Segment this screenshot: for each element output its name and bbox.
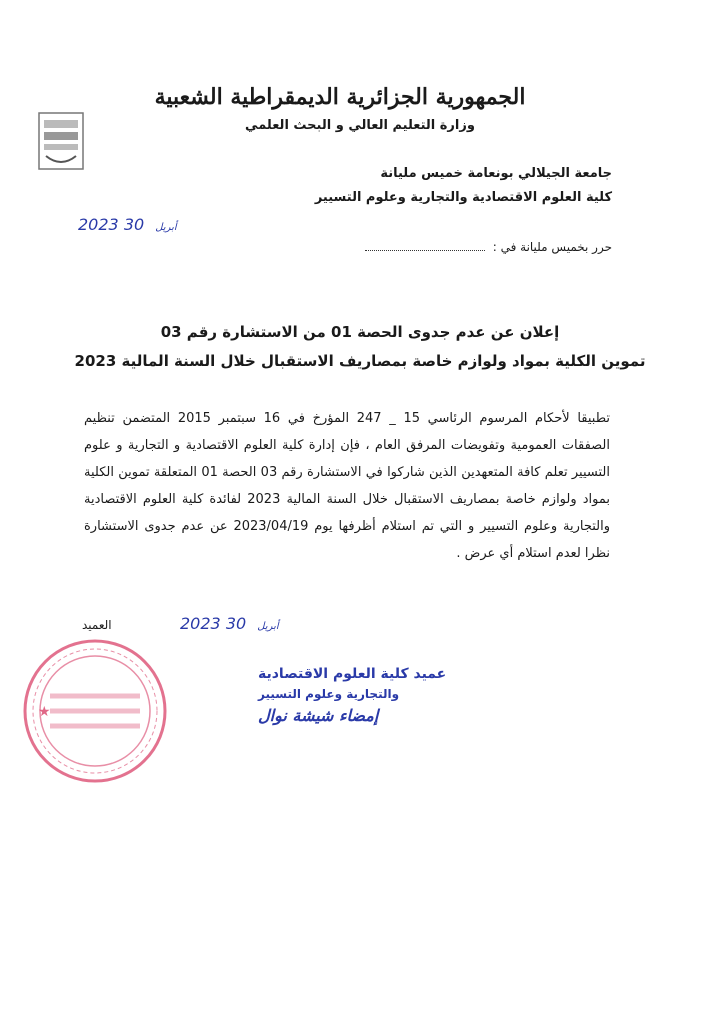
signatory-name: إمضاء شيشة نوال xyxy=(258,706,379,725)
date-dotted-line xyxy=(365,238,485,251)
dean-label: العميد xyxy=(82,618,112,632)
faculty-name: كلية العلوم الاقتصادية والتجارية وعلوم التسيير xyxy=(314,190,612,205)
university-logo-icon xyxy=(36,110,86,172)
ministry-name: وزارة التعليم العالي و البحث العلمي xyxy=(245,118,475,133)
written-at-label: حرر بخميس مليانة في : xyxy=(492,240,612,254)
handwritten-month: أبريل xyxy=(257,621,279,632)
handwritten-day: 30 xyxy=(123,215,145,234)
signature-block xyxy=(258,664,458,728)
svg-text:★: ★ xyxy=(38,704,51,720)
written-at-line xyxy=(365,238,612,254)
handwritten-year: 2023 xyxy=(78,215,119,234)
handwritten-date-top xyxy=(78,215,183,234)
handwritten-date-bottom xyxy=(180,614,285,633)
announcement-body: تطبيقا لأحكام المرسوم الرئاسي 15 _ 247 المؤرخ في 16 سبتمبر 2015 المتضمن تنظيم الصفقات العمومية وتفويضات المرفق العام ، فإن إدارة كلية العلوم الاقتصادية و التجارية و علوم التسيير تعلم كافة المتعهدين الذين شاركوا في الاستشارة رقم 03 الحصة 01 المتعلقة تموين الكلية بمواد ولوازم خاصة بمصاريف الاستقبال خلال السنة المالية 2023 لفائدة كلية العلوم الاقتصادية والتجارية وعلوم التسيير و التي تم استلام أظرفها يوم 2023/04/19 عن عدم جدوى الاستشارة نظرا لعدم استلام أي عرض . xyxy=(84,411,610,561)
handwritten-day: 30 xyxy=(225,614,247,633)
handwritten-month: أبريل xyxy=(155,222,177,233)
university-name: جامعة الجيلالي بونعامة خميس مليانة xyxy=(380,166,612,181)
announcement-subtitle: تموين الكلية بمواد ولوازم خاصة بمصاريف الاستقبال خلال السنة المالية 2023 xyxy=(74,352,646,370)
dean-title-line: عميد كلية العلوم الاقتصادية xyxy=(258,666,447,682)
republic-heading: الجمهورية الجزائرية الديمقراطية الشعبية xyxy=(154,84,526,110)
handwritten-year: 2023 xyxy=(180,614,221,633)
faculty-stamp-line: والتجارية وعلوم التسيير xyxy=(258,687,400,701)
announcement-title: إعلان عن عدم جدوى الحصة 01 من الاستشارة رقم 03 xyxy=(160,323,560,341)
official-seal-icon xyxy=(20,636,170,786)
